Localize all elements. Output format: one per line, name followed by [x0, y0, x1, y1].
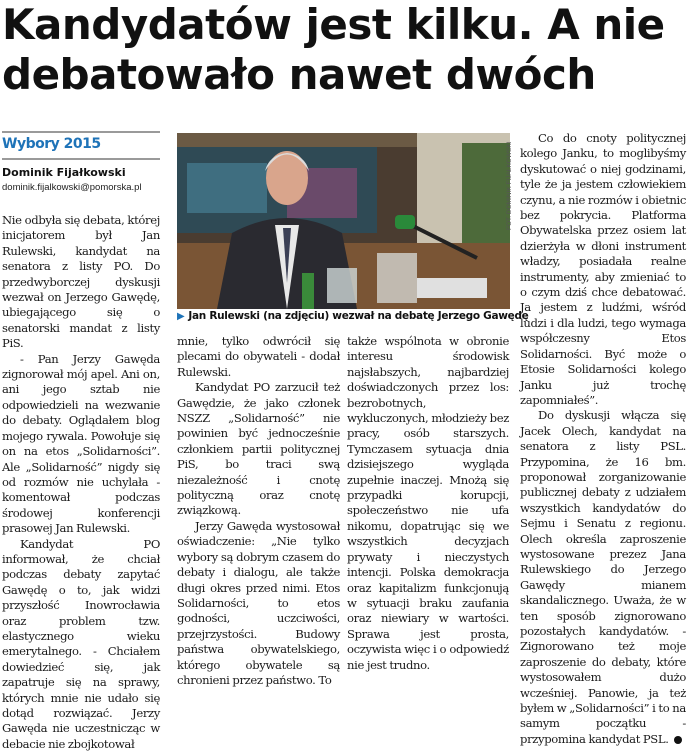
section-label: Wybory 2015	[2, 136, 101, 152]
article-column-3	[347, 334, 509, 673]
photo-credit: FOT. DOMINIK FIJAŁKOWSKI	[506, 141, 513, 230]
photo-caption	[177, 310, 529, 322]
paragraph: mnie, tylko odwrócił się plecami do obywateli - dodał Rulewski.	[177, 334, 340, 379]
paragraph: Kandydat PO zarzucił też Gawędzie, że jako członek NSZZ „Solidarność” nie powinien być jednocześnie członkiem partii politycznej PiS, bo traci swą niezależność i cnotę polityczną oraz cnotę związkową.	[177, 380, 340, 518]
paragraph: Jerzy Gawęda wystosował oświadczenie: „Nie tylko wybory są dobrym czasem do debaty i dialogu, ale także długi okres przed nimi. Etos Solidarności, to etos godności, uczciwości, przejrzystości. Budowy państwa obywatelskiego, którego obywatele są chronieni przez państwo. To	[177, 518, 340, 687]
photo-scene	[177, 133, 510, 309]
paragraph: Nie odbyła się debata, której inicjatorem był Jan Rulewski, kandydat na senatora z listy PO. Do przedwyborczej dyskusji wezwał on Jerzego Gawędę, ubiegającego się o senatorski mandat z listy PiS.	[2, 213, 160, 351]
caption-text: Jan Rulewski (na zdjęciu) wezwał na debatę Jerzego Gawędę	[188, 310, 529, 322]
end-of-article-icon	[674, 736, 682, 744]
article-column-1	[2, 213, 160, 752]
author-name: Dominik Fijałkowski	[2, 166, 126, 179]
article-column-4	[520, 131, 686, 747]
paragraph: także wspólnota w obronie interesu środowisk najsłabszych, najbardziej doświadczonych przez los: bezrobotnych, wykluczonych, młodzieży bez pracy, osób starszych. Tymczasem sytuacja dnia dzisiejszego wygląda zupełnie inaczej. Mnożą się przypadki korupcji, społeczeństwo nie ufa nikomu, dopatrując się we wszystkich decyzjach prywaty i nieczystych intencji. Polska demokracja oraz kapitalizm funkcjonują w sytuacji braku zaufania oraz niewiary w wartości. Sprawa jest prosta, oczywista więc i o odpowiedź nie jest trudno.	[347, 334, 509, 672]
article-column-2	[177, 334, 340, 688]
article-photo	[177, 133, 510, 309]
paragraph: Co do cnoty politycznej kolego Janku, to moglibyśmy dyskutować o niej godzinami, tyle że ja jestem człowiekiem czynu, a nie rozmów i obietnic bez pokrycia. Platforma Obywatelska przez osiem lat dzierżyła w dłoni instrument władzy, posiadała realne instrumenty, aby zmieniać to o czym dziś chce debatować. Ja jestem z ludźmi, wśród ludzi i dla ludzi, tego wymaga współczesny Etos Solidarności. Być może o Etosie Solidarności kolego Janku już trochę zapomniałeś”.	[520, 131, 686, 407]
paragraph-text: Do dyskusji włącza się Jacek Olech, kandydat na senatora z listy PSL. Przypomina, że 16 bm. proponował zorganizowanie publicznej debaty z udziałem wszystkich kandydatów do Sejmu i Senatu z regionu. Olech określa zaproszenie wystosowane prezez Jana Rulewskiego do Jerzego Gawędy mianem skandalicznego. Uważa, że w ten sposób zignorowano pozostałych kandydatów. - Zignorowano też moje zaproszenie do debaty, które wystosowałem dużo wcześniej. Panowie, ja też byłem w „Solidarności” i to na samym początku - przypomina kandydat PSL.	[520, 408, 686, 746]
section-rule-top	[2, 131, 160, 133]
headline: Kandydatów jest kilku. A nie debatowało nawet dwóch	[2, 0, 665, 99]
paragraph: - Pan Jerzy Gawęda zignorował mój apel. Ani on, ani jego sztab nie odpowiedzieli na wezwanie do debaty. Oglądałem blog mojego rywala. Powołuje się on na etos „Solidarności”. Ale „Solidarność” nigdy się od rozmów nie uchylała - komentował podczas środowej konferencji prasowej Jan Rulewski.	[2, 351, 160, 536]
section-rule-bottom	[2, 158, 160, 160]
caption-arrow-icon: ▶	[177, 311, 185, 322]
paragraph: Kandydat PO informował, że chciał podczas debaty zapytać Gawędę o to, jak widzi przyszłość Inowrocławia oraz problem tzw. elastycznego wieku emerytalnego. - Chciałem dowiedzieć się, jak zapatruje się na sprawy, których mnie nie udało się dotąd rozwiązać. Jerzy Gawęda nie uczestnicząc w debacie nie zbojkotował	[2, 536, 160, 751]
paragraph	[520, 408, 686, 747]
author-email: dominik.fijalkowski@pomorska.pl	[2, 182, 142, 193]
